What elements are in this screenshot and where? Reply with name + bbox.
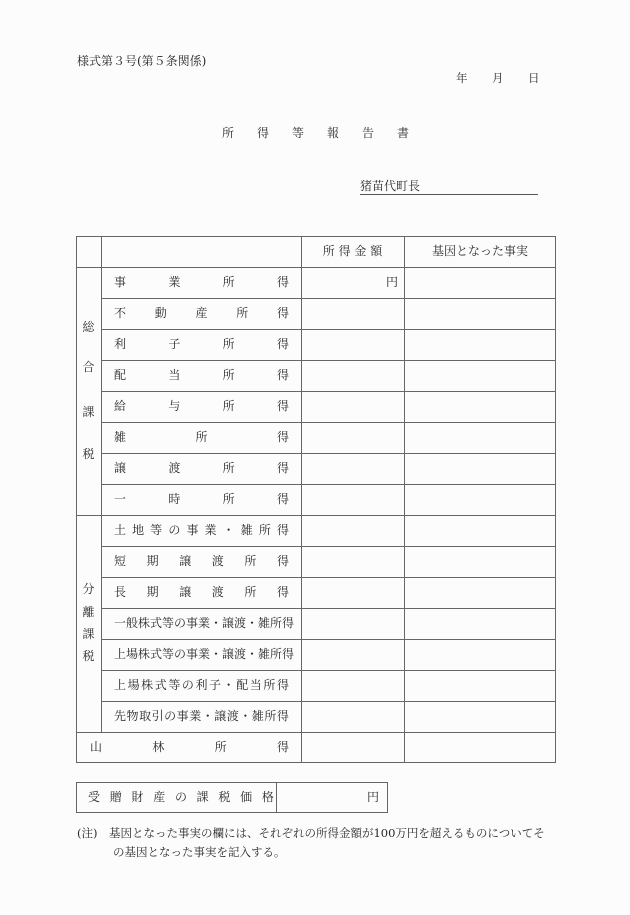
label-char: 事: [114, 275, 127, 289]
income-row-label: [114, 639, 295, 670]
label-char: 取: [139, 709, 152, 723]
yen-unit: 円: [385, 275, 398, 289]
label-char: 所: [222, 368, 235, 382]
label-char: 譲: [179, 554, 192, 568]
reason-input-cell[interactable]: [404, 639, 556, 670]
section_sogo-label-char: 合: [82, 360, 95, 374]
reason-input-cell[interactable]: [404, 391, 556, 422]
income-row-label: [114, 577, 289, 608]
date-month-label: 月: [492, 71, 504, 85]
label-char: 短: [114, 554, 127, 568]
label-char: 不: [114, 306, 127, 320]
amount-input-cell[interactable]: [301, 670, 404, 701]
title-char: 所: [222, 126, 235, 140]
label-char: ・: [201, 709, 214, 723]
label-char: 得: [276, 275, 289, 289]
label-char: 所: [222, 275, 235, 289]
label-char: 子: [168, 337, 181, 351]
label-char: 地: [132, 523, 145, 537]
recipient-field[interactable]: [360, 179, 538, 195]
section_bunri-label-char: 分: [82, 582, 95, 596]
label-char: 上: [114, 678, 127, 692]
section_sogo-label-char: 課: [82, 405, 95, 419]
section_sogo-label-char: 税: [82, 447, 95, 461]
income-row-label: [114, 515, 289, 546]
footnote-line-1: (注) 基因となった事実の欄には、それぞれの所得金額が100万円を超えるものについてそ: [77, 826, 545, 840]
label-char: の: [168, 523, 181, 537]
label-char: 先: [114, 709, 127, 723]
label-char: 式: [154, 678, 167, 692]
label-char: 所: [222, 337, 235, 351]
income-row-label: [114, 422, 289, 453]
amount-input-cell[interactable]: [301, 453, 404, 484]
amount-input-cell[interactable]: [301, 639, 404, 670]
label-char: 得: [276, 740, 289, 754]
label-char: 得: [276, 430, 289, 444]
label-char: 一般株式等の事業・譲渡・雑所得: [114, 616, 295, 630]
label-char: 長: [114, 585, 127, 599]
label-char: 株: [141, 678, 154, 692]
label-char: 事: [176, 709, 189, 723]
income-row-label: [114, 701, 289, 732]
label-char: 譲: [179, 585, 192, 599]
label-char: ・: [222, 523, 235, 537]
gift-property-value-box: [76, 782, 388, 813]
label-char: 子: [209, 678, 222, 692]
label-char: 配: [114, 368, 127, 382]
income-row-label: [114, 670, 289, 701]
income-row-label: [114, 453, 289, 484]
gift-label-char: 課: [196, 790, 209, 804]
label-char: 得: [276, 337, 289, 351]
column-header-amount: 所 得 金 額: [322, 244, 383, 258]
gift-label-char: 贈: [109, 790, 122, 804]
income-row-label: [114, 484, 289, 515]
title-char: 報: [327, 126, 340, 140]
label-char: 所: [214, 740, 227, 754]
reason-input-cell[interactable]: [404, 267, 556, 298]
amount-input-cell[interactable]: [301, 732, 404, 763]
section_sogo-label-char: 総: [82, 320, 95, 334]
title-char: 得: [257, 126, 270, 140]
reason-input-cell[interactable]: [404, 453, 556, 484]
label-char: 利: [195, 678, 208, 692]
label-char: 所: [236, 306, 249, 320]
label-char: 得: [276, 368, 289, 382]
label-char: 所: [244, 585, 257, 599]
gift-label-char: 格: [261, 790, 274, 804]
page-title: [222, 124, 432, 141]
gift-property-value-label: [88, 783, 274, 812]
reason-input-cell[interactable]: [404, 577, 556, 608]
footnote-line-2: の基因となった事実を記入する。: [113, 845, 286, 859]
label-char: 引: [151, 709, 164, 723]
label-char: 所: [264, 709, 277, 723]
amount-input-cell[interactable]: [301, 701, 404, 732]
amount-input-cell[interactable]: [301, 360, 404, 391]
label-char: 所: [222, 399, 235, 413]
label-char: 当: [249, 678, 262, 692]
label-char: 与: [168, 399, 181, 413]
label-char: 所: [222, 461, 235, 475]
amount-input-cell[interactable]: [301, 391, 404, 422]
reason-input-cell[interactable]: [404, 546, 556, 577]
gift-label-char: 受: [88, 790, 101, 804]
reason-input-cell[interactable]: [404, 732, 556, 763]
label-char: 渡: [226, 709, 239, 723]
label-char: 得: [276, 306, 289, 320]
label-char: 譲: [214, 709, 227, 723]
label-char: 所: [244, 554, 257, 568]
reason-input-cell[interactable]: [404, 670, 556, 701]
date-year-label: 年: [456, 71, 468, 85]
label-char: 所: [222, 492, 235, 506]
label-char: 事: [186, 523, 199, 537]
grid-v-line: [101, 236, 102, 732]
label-char: 動: [154, 306, 167, 320]
label-char: ・: [222, 678, 235, 692]
amount-input-cell[interactable]: [301, 267, 404, 298]
amount-input-cell[interactable]: [301, 515, 404, 546]
label-char: 業: [168, 275, 181, 289]
section_bunri-label-char: 課: [82, 627, 95, 641]
title-char: 告: [362, 126, 375, 140]
recipient-label: 猪苗代町長: [360, 179, 421, 193]
reason-input-cell[interactable]: [404, 701, 556, 732]
gift-divider: [276, 783, 277, 812]
footnote: [77, 824, 557, 862]
label-char: 得: [276, 709, 289, 723]
label-char: ・: [239, 709, 252, 723]
title-char: 書: [397, 126, 410, 140]
label-char: 一: [114, 492, 127, 506]
income-row-label: [114, 267, 289, 298]
income-row-label: [114, 546, 289, 577]
label-char: 得: [276, 492, 289, 506]
label-char: 山: [90, 740, 103, 754]
label-char: 物: [126, 709, 139, 723]
label-char: 雑: [240, 523, 253, 537]
reason-input-cell[interactable]: [404, 484, 556, 515]
amount-input-cell[interactable]: [301, 329, 404, 360]
label-char: の: [181, 678, 194, 692]
amount-input-cell[interactable]: [301, 577, 404, 608]
label-char: 等: [168, 678, 181, 692]
label-char: 得: [276, 678, 289, 692]
column-header-reason: 基因となった事実: [431, 244, 528, 258]
gift-label-char: 税: [218, 790, 231, 804]
income-row-label: [114, 391, 289, 422]
income-row-label: [114, 298, 289, 329]
label-char: 業: [189, 709, 202, 723]
label-char: の: [164, 709, 177, 723]
label-char: 林: [152, 740, 165, 754]
label-char: 渡: [211, 585, 224, 599]
amount-input-cell[interactable]: [301, 298, 404, 329]
sanrin-income-label: [90, 732, 289, 763]
label-char: 雑: [251, 709, 264, 723]
reason-input-cell[interactable]: [404, 515, 556, 546]
label-char: 配: [236, 678, 249, 692]
label-char: 雑: [114, 430, 127, 444]
gift-yen-unit: 円: [366, 790, 379, 804]
income-row-label: [114, 329, 289, 360]
label-char: 場: [127, 678, 140, 692]
income-row-label: [114, 360, 289, 391]
gift-label-char: 産: [153, 790, 166, 804]
section_bunri-label-char: 税: [82, 649, 95, 663]
label-char: 渡: [168, 461, 181, 475]
label-char: 時: [168, 492, 181, 506]
label-char: 得: [276, 585, 289, 599]
gift-label-char: 価: [240, 790, 253, 804]
label-char: 得: [276, 399, 289, 413]
amount-input-cell[interactable]: [301, 608, 404, 639]
label-char: 渡: [211, 554, 224, 568]
gift-label-char: の: [174, 790, 187, 804]
reason-input-cell[interactable]: [404, 608, 556, 639]
label-char: 譲: [114, 461, 127, 475]
label-char: 給: [114, 399, 127, 413]
label-char: 所: [258, 523, 271, 537]
label-char: 土: [114, 523, 127, 537]
label-char: 得: [276, 554, 289, 568]
label-char: 期: [146, 585, 159, 599]
label-char: 産: [195, 306, 208, 320]
reason-input-cell[interactable]: [404, 360, 556, 391]
amount-input-cell[interactable]: [301, 546, 404, 577]
label-char: 期: [146, 554, 159, 568]
gift-label-char: 財: [131, 790, 144, 804]
income-row-label: [114, 608, 295, 639]
date-day-label: 日: [528, 71, 540, 85]
label-char: 利: [114, 337, 127, 351]
reason-input-cell[interactable]: [404, 329, 556, 360]
label-char: 上場株式等の事業・譲渡・雑所得: [114, 647, 295, 661]
label-char: 所: [195, 430, 208, 444]
label-char: 得: [276, 461, 289, 475]
reason-input-cell[interactable]: [404, 298, 556, 329]
label-char: 所: [263, 678, 276, 692]
label-char: 等: [150, 523, 163, 537]
label-char: 得: [276, 523, 289, 537]
title-char: 等: [292, 126, 305, 140]
form-number: 様式第３号(第５条関係): [77, 54, 207, 68]
amount-input-cell[interactable]: [301, 422, 404, 453]
reason-input-cell[interactable]: [404, 422, 556, 453]
label-char: 当: [168, 368, 181, 382]
label-char: 業: [204, 523, 217, 537]
section_bunri-label-char: 離: [82, 605, 95, 619]
amount-input-cell[interactable]: [301, 484, 404, 515]
